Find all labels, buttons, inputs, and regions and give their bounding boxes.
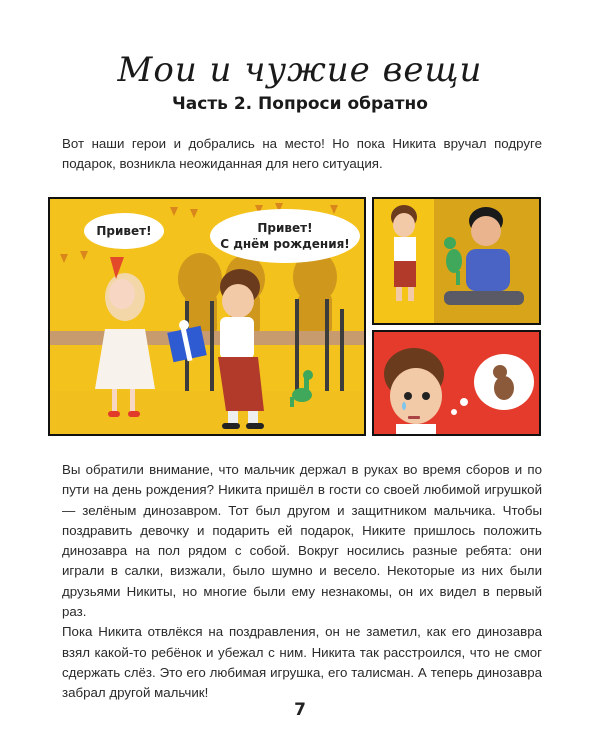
dino-taken-illustration (374, 199, 541, 325)
speech-bubble-girl: Привет! (84, 213, 164, 249)
speech-bubble-boy (210, 209, 360, 263)
comic-panel-crying (372, 330, 541, 436)
body-paragraph-2: Пока Никита отвлёкся на поздравления, он не заметил, как его динозавра взял какой-то ребёнок и убежал с ним. Никита так расстроился, что не смог сдержать слёз. Это его любимая игрушка, его талисман. А теперь динозавра забрал другой мальчик! (62, 624, 542, 701)
body-text (62, 460, 542, 704)
comic-panel-party (48, 197, 366, 436)
page-number: 7 (294, 700, 306, 720)
section-subtitle: Часть 2. Попроси обратно (172, 94, 428, 114)
body-paragraph-1: Вы обратили внимание, что мальчик держал в руках во время сборов и по пути на день рождения? Никита пришёл в гости со своей любимой игрушкой — зелёным динозавром. Тот был другом и защитником мальчика. Чтобы поздравить девочку и подарить ей подарок, Никите пришлось положить динозавра на пол рядом с собой. Вокруг носились разные ребята: они играли в салки, визжали, было шумно и весело. Некоторые из них были друзьями Никиты, но многие были ему незнакомы, он их видел в первый раз. (62, 462, 542, 620)
intro-paragraph: Вот наши герои и добрались на место! Но пока Никита вручал подруге подарок, возникла неожиданная для него ситуация. (62, 136, 542, 172)
crying-boy-illustration (374, 332, 541, 436)
speech-bubble-boy-line2: С днём рождения! (220, 237, 350, 251)
page-title: Мои и чужие вещи (117, 50, 483, 90)
comic-panel-taken-dino (372, 197, 541, 325)
speech-bubble-boy-line1: Привет! (257, 221, 313, 235)
